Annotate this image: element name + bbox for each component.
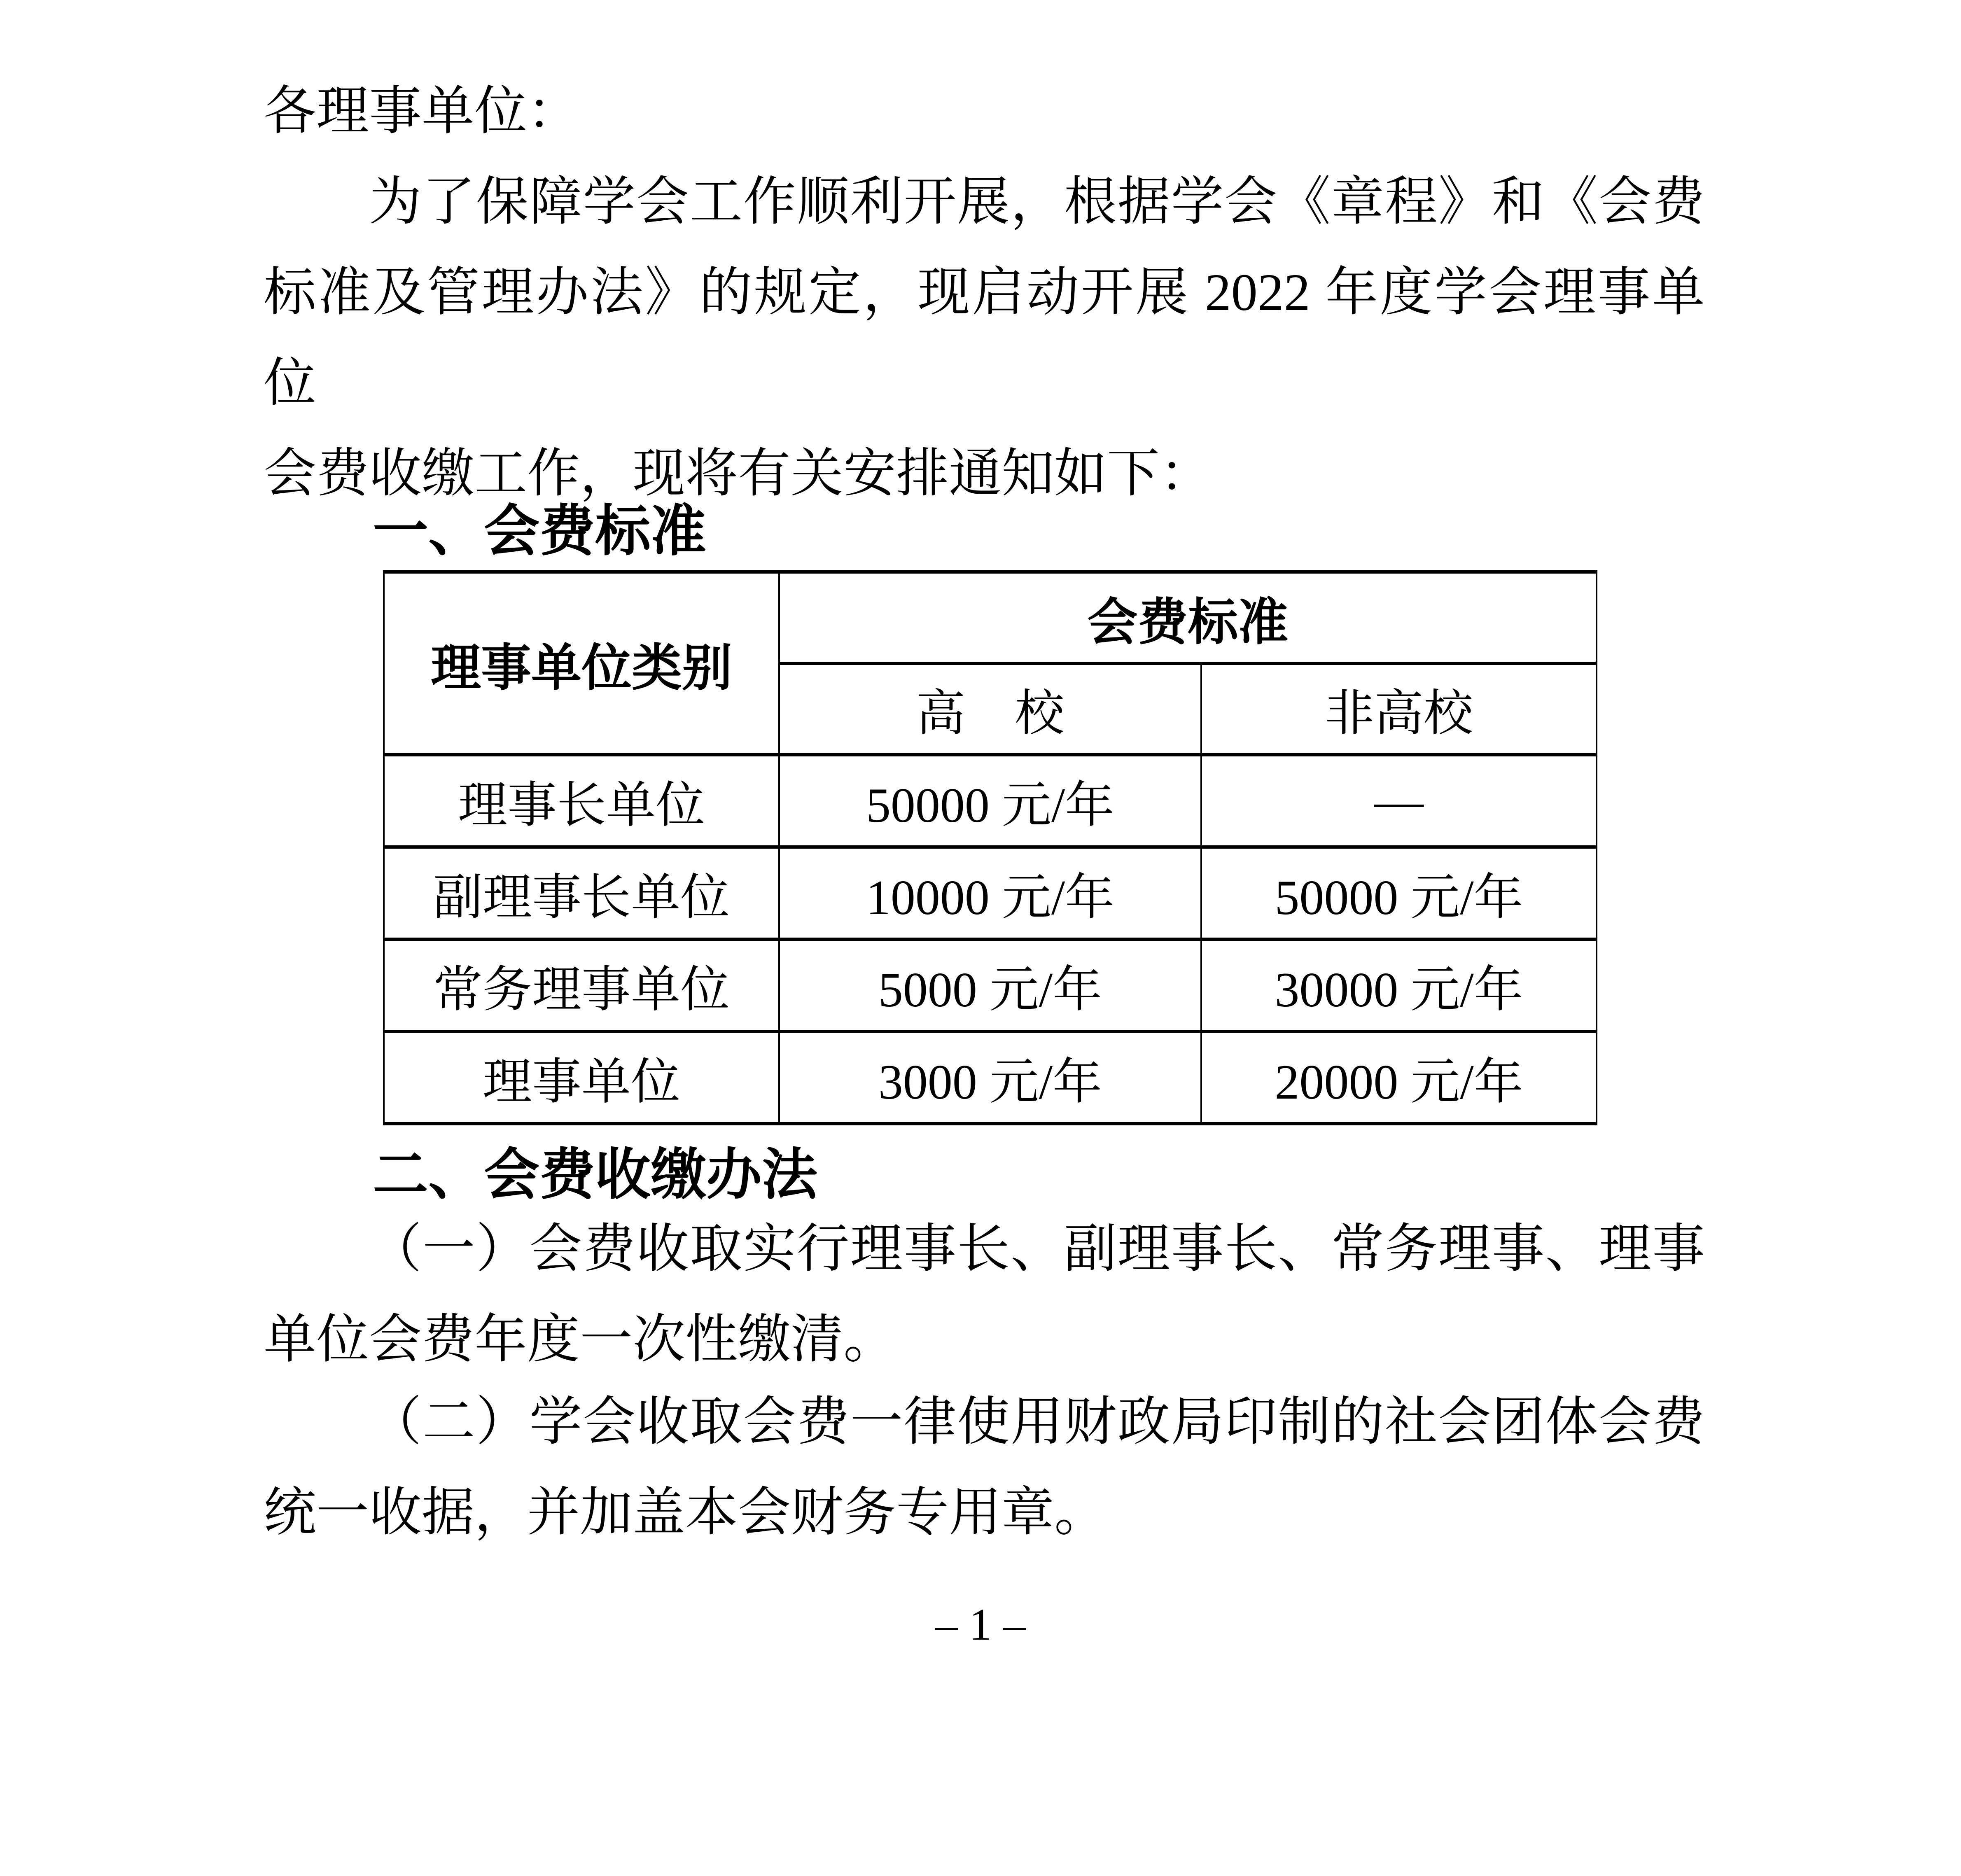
fee-table	[383, 570, 1597, 1125]
cell-university-fee: 3000 元/年	[779, 1031, 1201, 1124]
cell-category: 副理事长单位	[384, 847, 779, 939]
cell-university-fee: 5000 元/年	[779, 939, 1201, 1031]
table-row	[384, 939, 1597, 1031]
cell-non-university-fee: 30000 元/年	[1201, 939, 1597, 1031]
section2-paragraph-1	[264, 1204, 1705, 1385]
header-cell-non-university: 非高校	[1201, 663, 1597, 755]
intro-line-2: 标准及管理办法》的规定，现启动开展 2022 年度学会理事单位	[264, 263, 1705, 412]
table-header-row-1	[384, 572, 1597, 663]
cell-category: 理事单位	[384, 1031, 779, 1124]
section2-para2-line-1: （二）学会收取会费一律使用财政局印制的社会团体会费	[369, 1393, 1705, 1451]
section2-paragraph-2	[264, 1377, 1705, 1558]
table-row	[384, 847, 1597, 939]
table-row	[384, 755, 1597, 847]
cell-university-fee: 50000 元/年	[779, 755, 1201, 847]
intro-line-1: 为了保障学会工作顺利开展，根据学会《章程》和《会费	[369, 173, 1705, 231]
cell-university-fee: 10000 元/年	[779, 847, 1201, 939]
page-number: – 1 –	[935, 1599, 1026, 1650]
header-cell-fee-standard: 会费标准	[779, 572, 1597, 663]
cell-non-university-fee: 20000 元/年	[1201, 1031, 1597, 1124]
cell-non-university-fee: —	[1201, 755, 1597, 847]
intro-paragraph	[264, 156, 1705, 519]
cell-category: 理事长单位	[384, 755, 779, 847]
document-body	[264, 66, 1705, 1558]
cell-non-university-fee: 50000 元/年	[1201, 847, 1597, 939]
header-cell-university: 高 校	[779, 663, 1201, 755]
cell-category: 常务理事单位	[384, 939, 779, 1031]
section2-para1-line-1: （一）会费收取实行理事长、副理事长、常务理事、理事	[369, 1220, 1705, 1278]
section2-para2-line-2: 统一收据，并加盖本会财务专用章。	[264, 1483, 1107, 1542]
table-row	[384, 1031, 1597, 1124]
section2-para1-line-2: 单位会费年度一次性缴清。	[264, 1310, 896, 1369]
header-cell-category: 理事单位类别	[384, 572, 779, 755]
section1-heading: 一、会费标准	[373, 500, 706, 562]
intro-line-3: 会费收缴工作，现将有关安排通知如下：	[264, 444, 1213, 503]
salutation: 各理事单位：	[264, 82, 580, 140]
section2-heading: 二、会费收缴办法	[373, 1143, 817, 1206]
